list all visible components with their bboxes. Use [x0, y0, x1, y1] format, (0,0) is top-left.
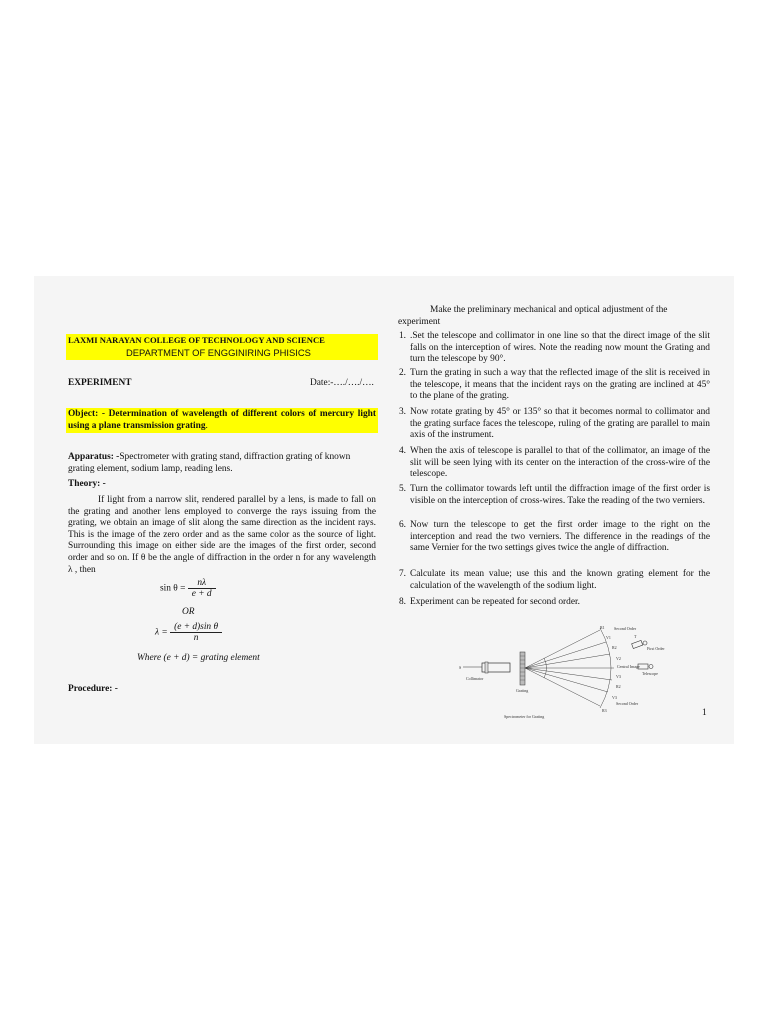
- procedure-label: Procedure: -: [68, 684, 118, 694]
- apparatus-text: Spectrometer with grating stand, diffraction grating of known grating element, sodium lamp, reading lens.: [68, 452, 351, 474]
- procedure-step-3: 3. Now rotate grating by 45° or 135° so that it becomes normal to collimator and the grating surface faces the telescope, ruling of the grating are parallel to main axis of the instrument.: [398, 407, 710, 440]
- formula-sin-theta: sin θ = $\frac{n\lambda}{e + d}$: [160, 578, 216, 599]
- page-number: 1: [702, 708, 707, 718]
- svg-text:V3: V3: [616, 674, 621, 679]
- svg-text:R2: R2: [612, 645, 617, 650]
- formula-or: OR: [182, 607, 195, 617]
- svg-text:Telescope: Telescope: [642, 671, 658, 676]
- svg-text:First Order: First Order: [647, 646, 665, 651]
- theory-label: Theory: -: [68, 479, 106, 489]
- svg-text:Second Order: Second Order: [616, 701, 639, 706]
- college-header-box: [66, 334, 378, 360]
- svg-text:R3: R3: [602, 708, 607, 713]
- procedure-step-4: 4. When the axis of telescope is parallel to that of the collimator, an image of the slit will be seen lying with its center on the interaction of the cross-wire of the telescope.: [398, 446, 710, 479]
- svg-text:R2: R2: [616, 684, 621, 689]
- object-text: Object: - Determination of wavelength of different colors of mercury light using a plane transmission grating.: [68, 409, 376, 431]
- telescope-first-order: [632, 640, 647, 648]
- formula-where: Where (e + d) = grating element: [137, 653, 260, 663]
- spectrometer-diagram: [454, 622, 674, 722]
- diagram-caption: Spectrometer for Grating: [504, 714, 545, 719]
- svg-text:V3: V3: [612, 695, 617, 700]
- procedure-step-2: 2. Turn the grating in such a way that the reflected image of the slit is received in the telescope, it means that the incident rays on the grating are inclined at 45° to the plane of the grating.: [398, 368, 710, 401]
- date-field: Date:-…./…./….: [310, 378, 374, 388]
- procedure-step-5: 5. Turn the collimator towards left until the diffraction image of the first order is visible on the interception of cross-wires. Take the reading of the two verniers.: [398, 484, 710, 506]
- procedure-step-8: 8. Experiment can be repeated for second order.: [398, 597, 580, 607]
- svg-text:R1: R1: [600, 625, 605, 630]
- collimator-label: Collimator: [466, 676, 484, 681]
- slit-label: S: [459, 665, 462, 670]
- svg-text:Second Order: Second Order: [614, 626, 637, 631]
- diffraction-rays: [525, 628, 614, 708]
- experiment-label: EXPERIMENT: [68, 378, 132, 388]
- object-box: [66, 408, 378, 433]
- collimator-lens: [485, 662, 488, 673]
- grating-label: Grating: [516, 688, 529, 693]
- apparatus-paragraph: [68, 452, 376, 475]
- telescope-central: [638, 664, 653, 669]
- procedure-intro: Make the preliminary mechanical and optical adjustment of the experiment: [398, 305, 668, 327]
- college-name: LAXMI NARAYAN COLLEGE OF TECHNOLOGY AND SCIENCE: [68, 335, 325, 345]
- procedure-step-7: 7. Calculate its mean value; use this and the known grating element for the calculation of the wavelength of the sodium light.: [398, 569, 710, 591]
- svg-text:T: T: [634, 634, 637, 639]
- department-name: DEPARTMENT OF ENGGINIRING PHISICS: [126, 347, 311, 358]
- svg-text:Central Image: Central Image: [617, 664, 640, 669]
- formula-lambda: λ = $\frac{\text{(e + d)sin θ}}{n}$: [155, 622, 222, 643]
- procedure-step-6: 6. Now turn the telescope to get the first order image to the right on the interception and read the two verniers. The difference in the readings of the same Vernier for the two settings gives twice the angle of diffraction.: [398, 520, 710, 553]
- svg-text:V2: V2: [616, 656, 621, 661]
- theory-text: If light from a narrow slit, rendered parallel by a lens, is made to fall on the grating and another lens employed to converge the rays issuing from the grating, we obtain an image of slit along the same direction as the incident rays. This is the image of the zero order and as the same color as the source of light. Surrounding this image on either side are the images of the first order, second order and so on. If θ be the angle of diffraction in the order n for any wavelength λ , then: [68, 495, 376, 575]
- apparatus-label: Apparatus: -: [68, 452, 120, 462]
- procedure-step-1: 1. .Set the telescope and collimator in one line so that the direct image of the slit falls on the interception of wires. Note the reading now mount the Grating and turn the telescope by 90°.: [398, 331, 710, 364]
- svg-text:V1: V1: [606, 635, 611, 640]
